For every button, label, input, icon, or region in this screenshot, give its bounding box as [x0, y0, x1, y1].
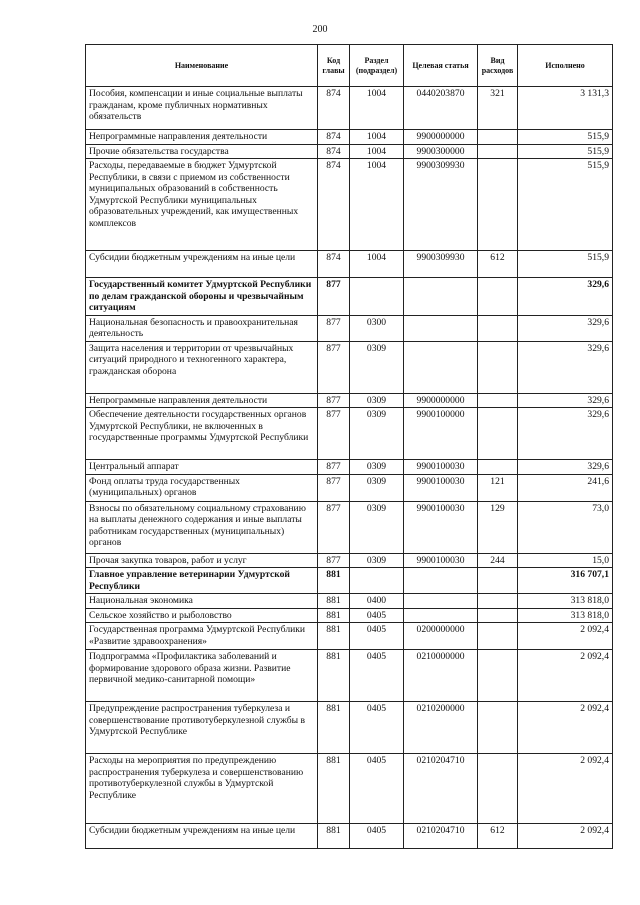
- cell-section: 0300: [350, 315, 404, 341]
- table-row: [86, 553, 613, 568]
- cell-code: 877: [318, 278, 350, 316]
- cell-article: 0210200000: [404, 702, 478, 754]
- cell-article: 9900309930: [404, 159, 478, 251]
- cell-section: 0405: [350, 754, 404, 824]
- cell-section: 0309: [350, 474, 404, 501]
- table-row: [86, 144, 613, 159]
- cell-code: 881: [318, 594, 350, 609]
- cell-type: 244: [478, 553, 518, 568]
- cell-article: [404, 568, 478, 594]
- cell-type: [478, 130, 518, 145]
- cell-executed: 2 092,4: [518, 824, 613, 849]
- table-row: [86, 702, 613, 754]
- cell-name: Непрограммные направления деятельности: [86, 393, 318, 408]
- table-row: [86, 594, 613, 609]
- cell-executed: 329,6: [518, 393, 613, 408]
- cell-section: 0405: [350, 650, 404, 702]
- cell-name: Государственная программа Удмуртской Республики «Развитие здравоохранения»: [86, 623, 318, 650]
- table-header-row: [86, 45, 613, 87]
- table-row: [86, 159, 613, 251]
- table-row: [86, 251, 613, 278]
- cell-article: 0440203870: [404, 87, 478, 130]
- cell-section: 0405: [350, 608, 404, 623]
- cell-section: 0309: [350, 341, 404, 393]
- cell-code: 881: [318, 754, 350, 824]
- cell-code: 881: [318, 702, 350, 754]
- table-row: [86, 460, 613, 475]
- header-article: Целевая статья: [404, 45, 478, 87]
- cell-type: [478, 341, 518, 393]
- table-row: [86, 341, 613, 393]
- table-row: [86, 824, 613, 849]
- cell-type: [478, 393, 518, 408]
- cell-executed: 73,0: [518, 501, 613, 553]
- cell-code: 881: [318, 623, 350, 650]
- cell-type: [478, 278, 518, 316]
- cell-article: 0200000000: [404, 623, 478, 650]
- cell-executed: 313 818,0: [518, 594, 613, 609]
- cell-type: [478, 754, 518, 824]
- table-row: [86, 474, 613, 501]
- cell-executed: 329,6: [518, 278, 613, 316]
- cell-section: 1004: [350, 130, 404, 145]
- cell-executed: 2 092,4: [518, 650, 613, 702]
- cell-article: [404, 315, 478, 341]
- cell-article: 9900100030: [404, 460, 478, 475]
- cell-executed: 2 092,4: [518, 754, 613, 824]
- cell-code: 877: [318, 341, 350, 393]
- cell-executed: 329,6: [518, 315, 613, 341]
- table-row: [86, 501, 613, 553]
- cell-article: [404, 594, 478, 609]
- header-code: Код главы: [318, 45, 350, 87]
- table-row: [86, 623, 613, 650]
- cell-name: Пособия, компенсации и иные социальные выплаты гражданам, кроме публичных нормативных обязательств: [86, 87, 318, 130]
- cell-executed: 15,0: [518, 553, 613, 568]
- table-row: [86, 408, 613, 460]
- table-row: [86, 87, 613, 130]
- cell-executed: 515,9: [518, 130, 613, 145]
- cell-type: 612: [478, 251, 518, 278]
- cell-executed: 2 092,4: [518, 702, 613, 754]
- cell-name: Подпрограмма «Профилактика заболеваний и формирование здорового образа жизни. Развитие первичной медико-санитарной помощи»: [86, 650, 318, 702]
- cell-name: Субсидии бюджетным учреждениям на иные цели: [86, 824, 318, 849]
- cell-name: Предупреждение распространения туберкулеза и совершенствование противотуберкулезной службы в Удмуртской Республике: [86, 702, 318, 754]
- cell-article: 9900100030: [404, 501, 478, 553]
- cell-article: [404, 278, 478, 316]
- header-name: Наименование: [86, 45, 318, 87]
- cell-executed: 515,9: [518, 251, 613, 278]
- cell-article: 0210204710: [404, 824, 478, 849]
- cell-section: 1004: [350, 87, 404, 130]
- cell-name: Расходы, передаваемые в бюджет Удмуртской Республики, в связи с приемом из собственности муниципальных образований в собственность Удмуртской Республики муниципальных образовательных учреждений, как имущественных комплексов: [86, 159, 318, 251]
- cell-executed: 313 818,0: [518, 608, 613, 623]
- cell-article: [404, 608, 478, 623]
- cell-section: 0309: [350, 393, 404, 408]
- cell-executed: 316 707,1: [518, 568, 613, 594]
- cell-type: [478, 650, 518, 702]
- cell-name: Государственный комитет Удмуртской Республики по делам гражданской обороны и чрезвычайным ситуациям: [86, 278, 318, 316]
- cell-type: [478, 568, 518, 594]
- cell-type: 129: [478, 501, 518, 553]
- cell-code: 877: [318, 393, 350, 408]
- cell-code: 881: [318, 608, 350, 623]
- cell-type: [478, 460, 518, 475]
- cell-name: Прочие обязательства государства: [86, 144, 318, 159]
- cell-name: Субсидии бюджетным учреждениям на иные цели: [86, 251, 318, 278]
- cell-executed: 329,6: [518, 460, 613, 475]
- cell-name: Национальная безопасность и правоохранительная деятельность: [86, 315, 318, 341]
- cell-type: [478, 315, 518, 341]
- cell-article: 9900100000: [404, 408, 478, 460]
- table-row: [86, 278, 613, 316]
- cell-section: [350, 568, 404, 594]
- cell-name: Взносы по обязательному социальному страхованию на выплаты денежного содержания и иные выплаты работникам государственных (муниципальных) органов: [86, 501, 318, 553]
- cell-code: 877: [318, 408, 350, 460]
- cell-executed: 3 131,3: [518, 87, 613, 130]
- cell-type: 121: [478, 474, 518, 501]
- cell-code: 877: [318, 553, 350, 568]
- cell-code: 874: [318, 130, 350, 145]
- cell-name: Прочая закупка товаров, работ и услуг: [86, 553, 318, 568]
- cell-article: 9900100030: [404, 474, 478, 501]
- cell-type: [478, 608, 518, 623]
- cell-section: 0309: [350, 553, 404, 568]
- cell-type: 612: [478, 824, 518, 849]
- cell-code: 881: [318, 650, 350, 702]
- cell-name: Сельское хозяйство и рыболовство: [86, 608, 318, 623]
- cell-name: Фонд оплаты труда государственных (муниципальных) органов: [86, 474, 318, 501]
- cell-name: Непрограммные направления деятельности: [86, 130, 318, 145]
- cell-executed: 2 092,4: [518, 623, 613, 650]
- cell-code: 877: [318, 460, 350, 475]
- cell-type: [478, 159, 518, 251]
- cell-code: 881: [318, 824, 350, 849]
- header-section: Раздел (подраздел): [350, 45, 404, 87]
- table-row: [86, 568, 613, 594]
- cell-executed: 241,6: [518, 474, 613, 501]
- cell-section: 0400: [350, 594, 404, 609]
- cell-type: [478, 144, 518, 159]
- cell-executed: 515,9: [518, 159, 613, 251]
- cell-section: 1004: [350, 159, 404, 251]
- cell-article: 9900100030: [404, 553, 478, 568]
- cell-article: 0210204710: [404, 754, 478, 824]
- cell-section: 0405: [350, 623, 404, 650]
- cell-article: 0210000000: [404, 650, 478, 702]
- cell-executed: 515,9: [518, 144, 613, 159]
- cell-name: Защита населения и территории от чрезвычайных ситуаций природного и техногенного характера, гражданская оборона: [86, 341, 318, 393]
- cell-name: Главное управление ветеринарии Удмуртской Республики: [86, 568, 318, 594]
- cell-code: 874: [318, 251, 350, 278]
- cell-article: 9900300000: [404, 144, 478, 159]
- cell-section: [350, 278, 404, 316]
- header-executed: Исполнено: [518, 45, 613, 87]
- cell-name: Расходы на мероприятия по предупреждению распространения туберкулеза и совершенствованию противотуберкулезной службы в Удмуртской Республике: [86, 754, 318, 824]
- cell-type: [478, 594, 518, 609]
- cell-article: 9900309930: [404, 251, 478, 278]
- cell-type: [478, 408, 518, 460]
- cell-code: 877: [318, 474, 350, 501]
- cell-type: 321: [478, 87, 518, 130]
- cell-code: 877: [318, 501, 350, 553]
- cell-section: 0405: [350, 702, 404, 754]
- cell-name: Центральный аппарат: [86, 460, 318, 475]
- table-row: [86, 754, 613, 824]
- cell-article: [404, 341, 478, 393]
- cell-code: 874: [318, 159, 350, 251]
- cell-section: 0405: [350, 824, 404, 849]
- table-row: [86, 650, 613, 702]
- page-number: 200: [312, 24, 328, 35]
- budget-execution-table: [85, 44, 613, 849]
- cell-section: 1004: [350, 251, 404, 278]
- table-row: [86, 130, 613, 145]
- cell-section: 0309: [350, 408, 404, 460]
- table-row: [86, 315, 613, 341]
- cell-article: 9900000000: [404, 130, 478, 145]
- cell-section: 0309: [350, 460, 404, 475]
- cell-code: 877: [318, 315, 350, 341]
- header-type: Вид расходов: [478, 45, 518, 87]
- cell-section: 1004: [350, 144, 404, 159]
- cell-executed: 329,6: [518, 408, 613, 460]
- cell-name: Обеспечение деятельности государственных органов Удмуртской Республики, не включенных в государственные программы Удмуртской Республики: [86, 408, 318, 460]
- cell-code: 874: [318, 87, 350, 130]
- cell-code: 874: [318, 144, 350, 159]
- cell-name: Национальная экономика: [86, 594, 318, 609]
- cell-type: [478, 623, 518, 650]
- cell-code: 881: [318, 568, 350, 594]
- table-row: [86, 393, 613, 408]
- cell-type: [478, 702, 518, 754]
- cell-executed: 329,6: [518, 341, 613, 393]
- cell-section: 0309: [350, 501, 404, 553]
- cell-article: 9900000000: [404, 393, 478, 408]
- table-row: [86, 608, 613, 623]
